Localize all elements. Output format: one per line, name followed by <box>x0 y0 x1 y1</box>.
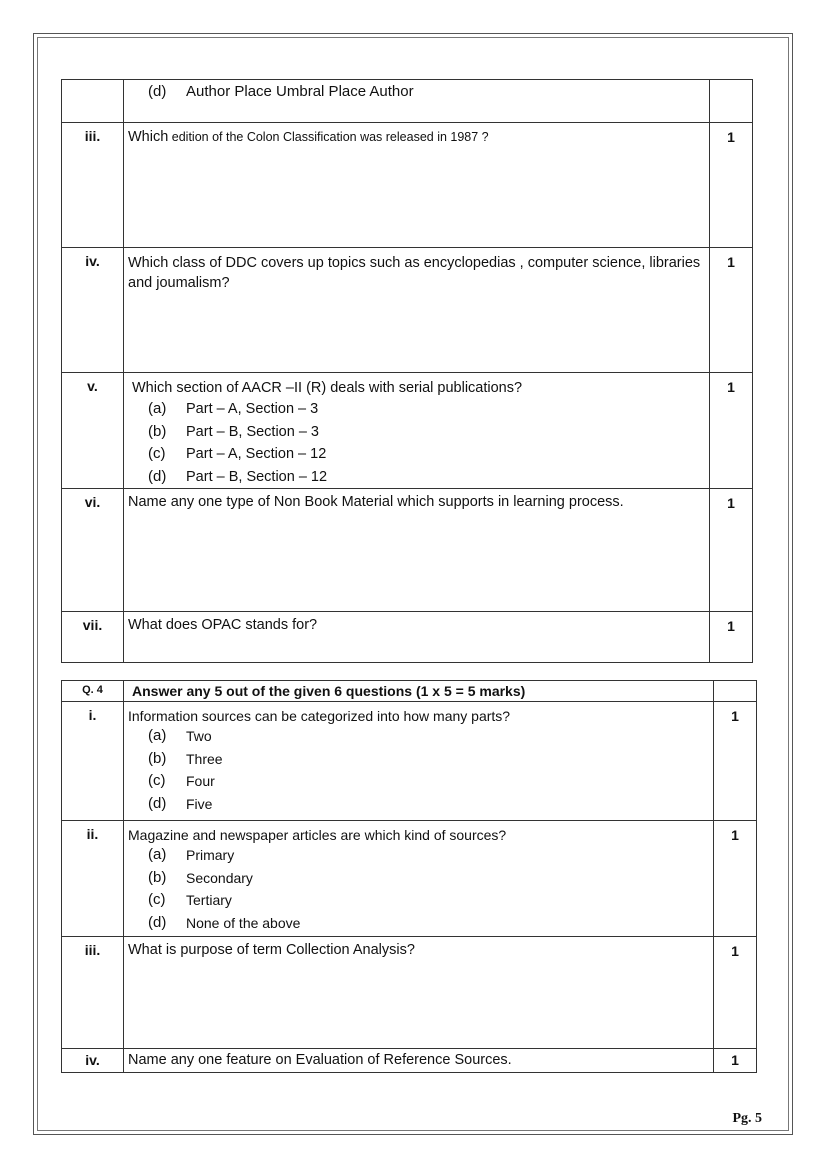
option-b: (b) Three <box>148 749 223 767</box>
question-marks: 1 <box>710 373 753 489</box>
option-a: (a) Primary <box>148 846 235 863</box>
question-marks: 1 <box>710 123 753 248</box>
question-number: v. <box>62 373 124 489</box>
question-text: Which class of DDC covers up topics such as encyclopedias , computer science, libraries and joumalism? <box>124 248 710 373</box>
option-d: (d) Five <box>148 794 213 812</box>
question-number: iv. <box>62 1049 124 1073</box>
option-c: (c) Tertiary <box>148 891 232 908</box>
question-number: i. <box>62 702 124 821</box>
question-row-iv <box>62 248 753 373</box>
question-number: ii. <box>62 821 124 937</box>
question-row-iv <box>62 1049 757 1073</box>
question-marks: 1 <box>710 248 753 373</box>
question-marks: 1 <box>714 702 757 821</box>
option-d: (d) Part – B, Section – 12 <box>148 467 328 485</box>
question-text: What does OPAC stands for? <box>124 612 710 663</box>
question-marks: 1 <box>714 821 757 937</box>
option-a: (a) Two <box>148 727 212 744</box>
question-marks: 1 <box>714 937 757 1049</box>
section-heading: Answer any 5 out of the given 6 questions (1 x 5 = 5 marks) <box>124 681 714 702</box>
question-row-ii <box>62 821 757 937</box>
question-text: Which section of AACR –II (R) deals with serial publications? <box>132 380 523 396</box>
question-table-section-4 <box>61 680 757 1073</box>
option-c: (c) Part – A, Section – 12 <box>148 445 327 462</box>
question-text: Name any one type of Non Book Material which supports in learning process. <box>124 489 710 612</box>
question-text: What is purpose of term Collection Analysis? <box>124 937 714 1049</box>
question-number: iv. <box>62 248 124 373</box>
question-text: Which edition of the Colon Classification was released in 1987 ? <box>124 123 710 248</box>
question-row-i <box>62 702 757 821</box>
question-row-vii <box>62 612 753 663</box>
option-b: (b) Secondary <box>148 868 253 886</box>
option-d: (d) None of the above <box>148 913 301 931</box>
question-row-vi <box>62 489 753 612</box>
section-header-row <box>62 681 757 702</box>
option-b: (b) Part – B, Section – 3 <box>148 422 319 440</box>
section-number: Q. 4 <box>62 681 124 702</box>
question-marks: 1 <box>714 1049 757 1073</box>
question-number: iii. <box>62 123 124 248</box>
option-c: (c) Four <box>148 772 215 789</box>
question-row-iii <box>62 937 757 1049</box>
question-marks: 1 <box>710 489 753 612</box>
question-text: Name any one feature on Evaluation of Reference Sources. <box>124 1049 714 1073</box>
question-number: iii. <box>62 937 124 1049</box>
question-marks: 1 <box>710 612 753 663</box>
question-table-section-3 <box>61 79 753 663</box>
question-number: vi. <box>62 489 124 612</box>
table-row <box>62 80 753 123</box>
question-row-v <box>62 373 753 489</box>
question-number: vii. <box>62 612 124 663</box>
option-d: (d) Author Place Umbral Place Author <box>148 83 414 100</box>
option-a: (a) Part – A, Section – 3 <box>148 400 319 417</box>
question-row-iii <box>62 123 753 248</box>
question-text: Information sources can be categorized into how many parts? <box>128 708 511 724</box>
question-text: Magazine and newspaper articles are which kind of sources? <box>128 827 507 843</box>
page-number: Pg. 5 <box>732 1111 762 1126</box>
